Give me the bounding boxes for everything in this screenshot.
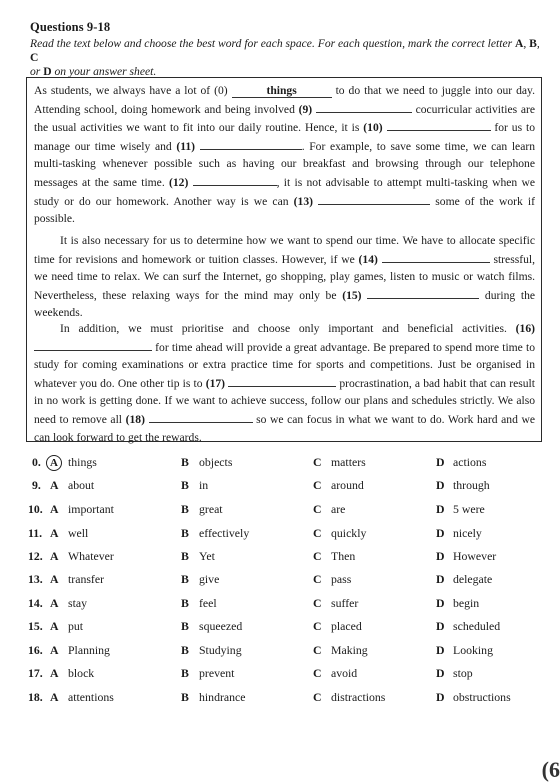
- option-a-text: transfer: [68, 572, 105, 586]
- passage-text: during the weekends.: [34, 288, 536, 320]
- question-17-marker: (17): [205, 376, 226, 390]
- option-row-16: [0, 643, 560, 663]
- option-c-letter: C: [313, 690, 322, 704]
- option-a-text: about: [68, 478, 95, 492]
- option-a-letter: A: [50, 526, 59, 540]
- option-c-text: suffer: [331, 596, 359, 610]
- option-b-text: great: [199, 502, 223, 516]
- option-c-letter: C: [313, 619, 322, 633]
- option-row-14: [0, 596, 560, 616]
- option-b-text: Yet: [199, 549, 215, 563]
- option-b-letter: B: [181, 596, 189, 610]
- option-row-13: [0, 572, 560, 592]
- option-b-letter: B: [181, 572, 189, 586]
- option-row-0: [0, 455, 560, 475]
- option-a-letter: A: [50, 478, 59, 492]
- option-c-text: matters: [331, 455, 366, 469]
- option-b-text: in: [199, 478, 209, 492]
- question-11-marker: (11): [176, 139, 196, 153]
- passage-text: for us to manage our time wisely and: [34, 121, 535, 153]
- instruction-letter-d: D: [43, 65, 52, 78]
- option-a-letter: A: [50, 690, 59, 704]
- option-d-letter: D: [436, 666, 445, 680]
- question-13-marker: (13): [293, 194, 313, 208]
- option-row-12: [0, 549, 560, 569]
- option-c-letter: C: [313, 596, 322, 610]
- question-number: 0.: [32, 455, 41, 469]
- option-row-9: [0, 478, 560, 498]
- option-b-letter: B: [181, 502, 189, 516]
- option-d-text: Looking: [453, 643, 493, 657]
- option-row-18: [0, 690, 560, 710]
- option-a-letter: A: [50, 502, 59, 516]
- option-b-letter: B: [181, 619, 189, 633]
- answer-blank-14: [382, 250, 490, 263]
- question-number: 9.: [32, 478, 41, 492]
- option-c-letter: C: [313, 455, 322, 469]
- question-number: 18.: [28, 690, 43, 704]
- option-a-text: block: [68, 666, 95, 680]
- section-heading: Questions 9-18: [30, 20, 111, 34]
- option-row-15: [0, 619, 560, 639]
- passage-text: procrastination, a bad habit that can result in no work is getting done. If we want to achieve success, follow our plans and schedules strictly. We also need to remove all: [34, 376, 535, 426]
- option-b-text: objects: [199, 455, 233, 469]
- option-row-17: [0, 666, 560, 686]
- question-10-marker: (10): [363, 121, 383, 135]
- option-b-letter: B: [181, 526, 189, 540]
- option-b-text: hindrance: [199, 690, 246, 704]
- passage-paragraph-2: [34, 232, 535, 322]
- passage-text: , it is not advisable to attempt multi-tasking when we study or do our homework. Another way is we can: [34, 175, 535, 208]
- question-number: 11.: [28, 526, 43, 540]
- option-c-letter: C: [313, 478, 322, 492]
- passage-paragraph-3: [34, 320, 535, 446]
- passage-text: As students, we always have a lot of (0): [34, 84, 228, 97]
- passage-paragraph-1: [34, 82, 535, 228]
- option-d-letter: D: [436, 455, 445, 469]
- option-b-letter: B: [181, 455, 189, 469]
- option-d-letter: D: [436, 549, 445, 563]
- option-b-letter: B: [181, 549, 189, 563]
- instruction-letter-c: C: [30, 51, 39, 64]
- question-14-marker: (14): [358, 252, 378, 266]
- option-b-letter: B: [181, 690, 189, 704]
- question-15-marker: (15): [342, 288, 362, 302]
- question-number: 10.: [28, 502, 43, 516]
- passage-text: . For example, to save some time, we can learn multi-tasking whenever possible such as having our breakfast and browsing through our telephone messages at the same time.: [34, 139, 536, 189]
- option-a-letter: A: [50, 666, 59, 680]
- option-d-letter: D: [436, 643, 445, 657]
- option-b-letter: B: [181, 666, 189, 680]
- question-number: 14.: [28, 596, 43, 610]
- question-16-marker: (16): [515, 322, 535, 335]
- passage-text: for time ahead will provide a great advantage. Be prepared to spend more time to study for coming examinations or extra practice time for sports and competitions. Just be organised in whatever you do. One other tip is to: [34, 340, 535, 390]
- instruction-letter-b: B: [529, 37, 537, 50]
- question-number: 12.: [28, 549, 43, 563]
- option-b-text: feel: [199, 596, 217, 610]
- option-a-letter: A: [50, 619, 59, 633]
- option-a-letter: A: [50, 549, 59, 563]
- option-c-text: avoid: [331, 666, 358, 680]
- option-c-letter: C: [313, 549, 322, 563]
- option-c-text: Making: [331, 643, 368, 657]
- instruction-text-or: or: [30, 65, 44, 78]
- instruction-letter-a: A: [515, 37, 524, 50]
- option-c-text: distractions: [331, 690, 386, 704]
- option-d-text: obstructions: [453, 690, 511, 704]
- option-d-text: However: [453, 549, 497, 563]
- option-d-letter: D: [436, 478, 445, 492]
- option-a-text: stay: [68, 596, 88, 610]
- option-a-letter: A: [50, 643, 59, 657]
- option-d-text: stop: [453, 666, 473, 680]
- option-a-text: Planning: [68, 643, 110, 657]
- option-c-text: pass: [331, 572, 352, 586]
- option-a-text: important: [68, 502, 114, 516]
- option-d-text: 5 were: [453, 502, 485, 516]
- answer-blank-17: [228, 374, 336, 387]
- option-c-letter: C: [313, 666, 322, 680]
- instruction-text: Read the text below and choose the best word for each space. For each question, mark the correct letter: [30, 37, 515, 50]
- page-number: (6: [541, 757, 560, 782]
- option-a-text: put: [68, 619, 84, 633]
- question-number: 15.: [28, 619, 43, 633]
- question-12-marker: (12): [169, 175, 189, 189]
- option-c-text: around: [331, 478, 364, 492]
- option-c-letter: C: [313, 526, 322, 540]
- answer-blank-11: [200, 137, 302, 150]
- answer-blank-16: [34, 338, 152, 351]
- passage-text: so we can focus in what we want to do. Work hard and we can look forward to get the rewards.: [34, 412, 535, 444]
- instruction-text-end: on your answer sheet.: [51, 65, 157, 78]
- question-number: 16.: [28, 643, 43, 657]
- question-9-marker: (9): [298, 102, 313, 116]
- option-b-text: prevent: [199, 666, 235, 680]
- option-d-text: nicely: [453, 526, 482, 540]
- option-b-text: Studying: [199, 643, 242, 657]
- answer-blank-13: [318, 192, 430, 205]
- passage-text: stressful, we need time to relax. We can surf the Internet, go shopping, play games, listen to music or watch films. Nevertheless, these relaxing ways for the mind may only be: [34, 252, 535, 302]
- option-d-letter: D: [436, 502, 445, 516]
- answer-blank-10: [387, 118, 491, 131]
- option-a-text: well: [68, 526, 89, 540]
- passage-text: some of the work if possible.: [34, 194, 535, 226]
- option-b-text: give: [199, 572, 220, 586]
- option-d-letter: D: [436, 526, 445, 540]
- option-c-text: placed: [331, 619, 362, 633]
- passage-text: In addition, we must prioritise and choose only important and beneficial activities.: [60, 322, 507, 335]
- option-a-text: attentions: [68, 690, 114, 704]
- option-d-text: delegate: [453, 572, 493, 586]
- option-a-letter: A: [50, 572, 59, 586]
- option-a-letter: A: [50, 596, 59, 610]
- option-d-letter: D: [436, 690, 445, 704]
- passage-text: cocurricular activities are the usual activities we want to fit into our daily routine. Hence, it is: [34, 102, 535, 135]
- example-answer-blank: things: [232, 85, 332, 98]
- option-b-letter: B: [181, 478, 189, 492]
- option-c-letter: C: [313, 572, 322, 586]
- option-b-text: squeezed: [199, 619, 243, 633]
- option-d-letter: D: [436, 596, 445, 610]
- option-c-text: are: [331, 502, 346, 516]
- answer-circle-icon: A: [46, 455, 62, 471]
- option-d-letter: D: [436, 619, 445, 633]
- option-b-text: effectively: [199, 526, 250, 540]
- question-number: 17.: [28, 666, 43, 680]
- option-d-text: begin: [453, 596, 480, 610]
- option-c-letter: C: [313, 502, 322, 516]
- option-row-10: [0, 502, 560, 522]
- answer-blank-9: [316, 100, 412, 113]
- question-18-marker: (18): [125, 412, 145, 426]
- answer-blank-18: [149, 410, 253, 423]
- option-c-text: Then: [331, 549, 356, 563]
- answer-blank-12: [193, 173, 277, 186]
- question-number: 13.: [28, 572, 43, 586]
- option-b-letter: B: [181, 643, 189, 657]
- option-c-letter: C: [313, 643, 322, 657]
- option-d-text: through: [453, 478, 490, 492]
- instructions: Read the text below and choose the best word for each space. For each question, mark the correct letter A, B, C or D on your answer sheet.: [30, 37, 540, 78]
- passage-text: It is also necessary for us to determine how we want to spend our time. We have to allocate specific time for revisions and homework or tuition classes. However, if we: [34, 234, 535, 266]
- option-d-text: actions: [453, 455, 487, 469]
- option-a-text: things: [68, 455, 97, 469]
- option-a-text: Whatever: [68, 549, 114, 563]
- option-d-text: scheduled: [453, 619, 501, 633]
- answer-blank-15: [367, 286, 479, 299]
- option-c-text: quickly: [331, 526, 367, 540]
- option-row-11: [0, 526, 560, 546]
- option-d-letter: D: [436, 572, 445, 586]
- passage-text: to do that we need to juggle into our day. Attending school, doing homework and being involved: [34, 84, 535, 116]
